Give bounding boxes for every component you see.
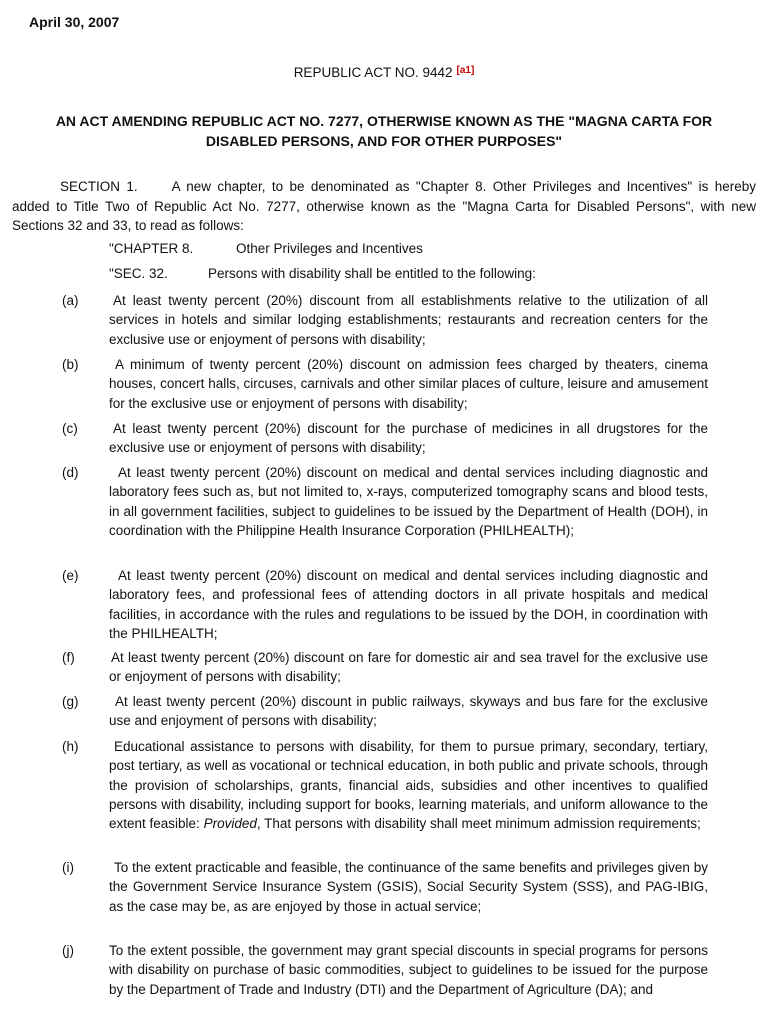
section-1-paragraph bbox=[12, 177, 756, 236]
list-item-label: (i) bbox=[62, 860, 74, 875]
section-1-text: A new chapter, to be denominated as "Chapter 8. Other Privileges and Incentives" is hereby added to Title Two of Republic Act No. 7277, otherwise known as the "Magna Carta for Disabled Persons", with new Sections 32 and 33, to read as follows: bbox=[12, 179, 756, 233]
footnote-link[interactable]: [a1] bbox=[456, 65, 475, 76]
list-item-label: (h) bbox=[62, 739, 79, 754]
list-item-label: (g) bbox=[62, 694, 79, 709]
section-32-heading bbox=[109, 266, 536, 281]
list-item-text: A minimum of twenty percent (20%) discount on admission fees charged by theaters, cinema houses, concert halls, circuses, carnivals and other similar places of culture, leisure and amusement for the exclusive use or enjoyment of persons with disability; bbox=[109, 357, 708, 411]
list-item-text: At least twenty percent (20%) discount on medical and dental services including diagnostic and laboratory fees such as, but not limited to, x-rays, computerized tomography scans and blood tests, in all government facilities, subject to guidelines to be issued by the Department of Health (DOH), in coordination with the Philippine Health Insurance Corporation (PHILHEALTH); bbox=[109, 465, 708, 538]
list-item-text: Educational assistance to persons with disability, for them to pursue primary, secondary, tertiary, post tertiary, as well as vocational or technical education, in both public and private schools, through the provision of scholarships, grants, financial aids, subsidies and other incentives to qualified persons with disability, including support for books, learning materials, and uniform allowance to the extent feasible: Provided, That persons with disability shall meet minimum admission requirements; bbox=[109, 739, 708, 832]
list-item-label: (d) bbox=[62, 465, 79, 480]
list-item-text: To the extent possible, the government may grant special discounts in special programs for persons with disability on purchase of basic commodities, subject to guidelines to be issued for the purpose by the Department of Trade and Industry (DTI) and the Department of Agriculture (DA); and bbox=[109, 943, 708, 997]
provided-emphasis: Provided bbox=[203, 816, 257, 832]
list-item-label: (j) bbox=[62, 943, 74, 958]
list-item-text: At least twenty percent (20%) discount on fare for domestic air and sea travel for the exclusive use or enjoyment of persons with disability; bbox=[109, 650, 708, 685]
section-32-label: "SEC. 32. bbox=[109, 266, 168, 281]
list-item-text: To the extent practicable and feasible, the continuance of the same benefits and privileges given by the Government Service Insurance System (GSIS), Social Security System (SSS), and PAG-IBIG, as the case may be, as are enjoyed by those in actual service; bbox=[109, 860, 708, 914]
chapter-title: Other Privileges and Incentives bbox=[236, 241, 423, 256]
list-item-label: (e) bbox=[62, 568, 79, 583]
republic-act-number: REPUBLIC ACT NO. 9442 bbox=[293, 65, 453, 80]
republic-act-title bbox=[0, 65, 768, 80]
chapter-label: "CHAPTER 8. bbox=[109, 241, 194, 256]
list-item-label: (f) bbox=[62, 650, 75, 665]
list-item-label: (c) bbox=[62, 421, 78, 436]
list-item-text: At least twenty percent (20%) discount for the purchase of medicines in all drugstores for the exclusive use or enjoyment of persons with disability; bbox=[109, 421, 708, 456]
section-32-text: Persons with disability shall be entitled to the following: bbox=[208, 266, 536, 281]
section-1-label: SECTION 1. bbox=[60, 179, 138, 194]
list-item-text: At least twenty percent (20%) discount from all establishments relative to the utilization of all services in hotels and similar lodging establishments; restaurants and recreation centers for the exclusive use or enjoyment of persons with disability; bbox=[109, 293, 708, 347]
list-item-label: (a) bbox=[62, 293, 79, 308]
document-date: April 30, 2007 bbox=[29, 14, 120, 30]
act-title: AN ACT AMENDING REPUBLIC ACT NO. 7277, OTHERWISE KNOWN AS THE "MAGNA CARTA FOR DISABLED PERSONS, AND FOR OTHER PURPOSES" bbox=[55, 113, 713, 149]
chapter-heading bbox=[109, 241, 423, 256]
list-item-text: At least twenty percent (20%) discount in public railways, skyways and bus fare for the exclusive use and enjoyment of persons with disability; bbox=[109, 694, 708, 729]
list-item-text: At least twenty percent (20%) discount on medical and dental services including diagnostic and laboratory fees, and professional fees of attending doctors in all private hospitals and medical facilities, in accordance with the rules and regulations to be issued by the DOH, in coordination with the PHILHEALTH; bbox=[109, 568, 708, 641]
list-item-label: (b) bbox=[62, 357, 79, 372]
